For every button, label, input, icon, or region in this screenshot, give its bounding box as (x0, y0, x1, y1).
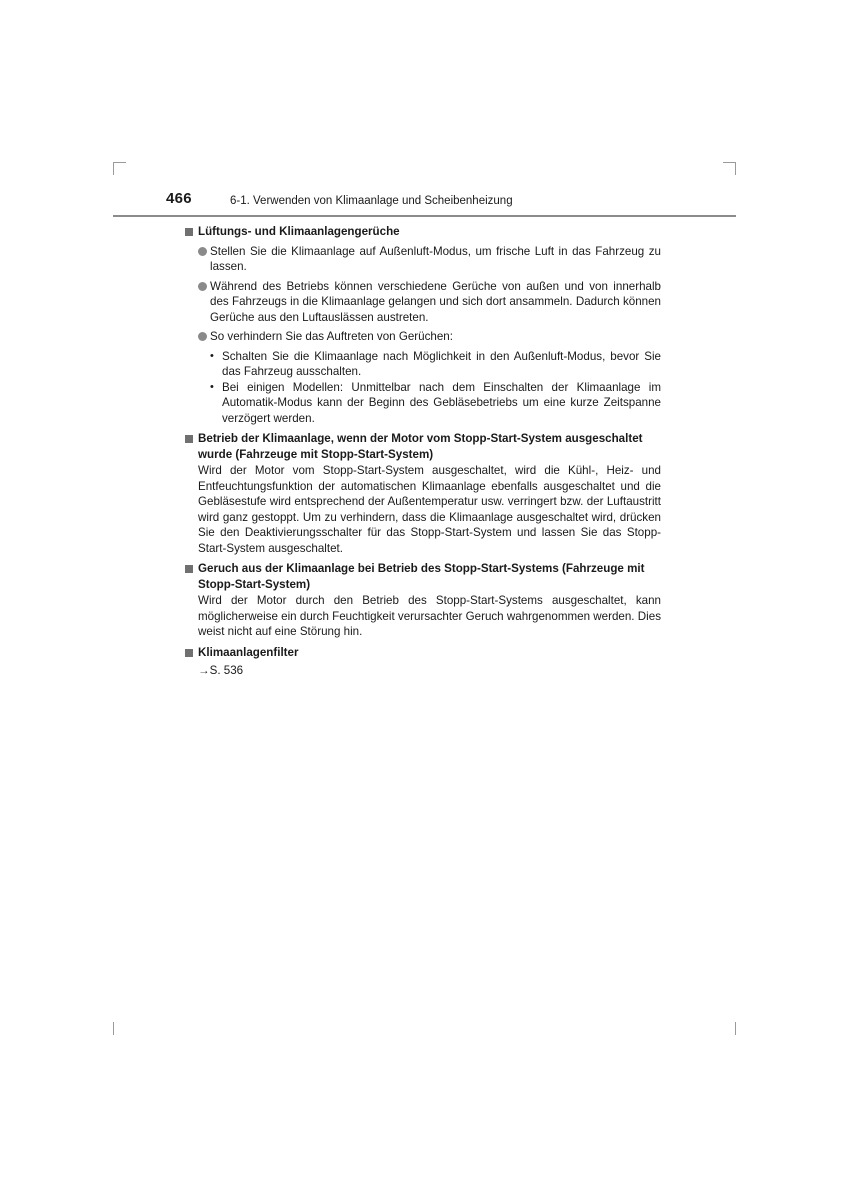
section-body: Wird der Motor vom Stopp-Start-System ausgeschaltet, wird die Kühl-, Heiz- und Entfeuchtungsfunktion der automatischen Klimaanlage ebenfalls ausgeschaltet und die Gebläsestufe wird entsprechend der Außentemperatur usw. verringert bzw. der Luftaustritt wird ganz gestoppt. Um zu verhindern, dass die Klimaanlage ausgeschaltet wird, drücken Sie den Deaktivierungsschalter für das Stopp-Start-System und lassen Sie das Stopp-Start-System ausgeschaltet. (198, 464, 661, 555)
crop-mark-bottom-left-v (113, 1022, 114, 1035)
section-title-text: Klimaanlagenfilter (198, 645, 299, 659)
square-bullet-icon (185, 435, 193, 443)
page-reference-link[interactable]: S. 536 (209, 664, 244, 677)
small-bullet-icon: • (210, 349, 214, 362)
circle-bullet-icon (198, 282, 207, 291)
section-title (185, 431, 661, 462)
crop-mark-top-right-v (735, 162, 736, 175)
square-bullet-icon (185, 228, 193, 236)
sub-list (185, 349, 661, 427)
section-title (185, 645, 661, 661)
crop-mark-top-left-h (113, 162, 126, 163)
crop-mark-top-left-v (113, 162, 114, 175)
page-content (185, 224, 661, 679)
sub-list-item-text: Schalten Sie die Klimaanlage nach Möglichkeit in den Außenluft-Modus, bevor Sie das Fahrzeug ausschalten. (222, 349, 661, 378)
page-number: 466 (166, 190, 192, 207)
section-body: Wird der Motor durch den Betrieb des Stopp-Start-Systems ausgeschaltet, kann möglicherweise ein durch Feuchtigkeit verursachter Geruch wahrgenommen werden. Dies weist nicht auf eine Störung hin. (198, 594, 661, 638)
small-bullet-icon: • (210, 380, 214, 393)
crop-mark-bottom-right-v (735, 1022, 736, 1035)
square-bullet-icon (185, 649, 193, 657)
sub-list-item (185, 380, 661, 427)
section-title (185, 561, 661, 592)
section-title (185, 224, 661, 240)
circle-bullet-icon (198, 247, 207, 256)
list-item (185, 329, 661, 345)
section-title-text: Betrieb der Klimaanlage, wenn der Motor vom Stopp-Start-System ausgeschaltet wurde (Fahrzeuge mit Stopp-Start-System) (198, 432, 643, 461)
square-bullet-icon (185, 565, 193, 573)
list-item (185, 244, 661, 275)
list-item-text: Stellen Sie die Klimaanlage auf Außenluft-Modus, um frische Luft in das Fahrzeug zu lassen. (210, 244, 661, 273)
arrow-right-icon: → (198, 664, 210, 677)
header-rule (113, 215, 736, 217)
running-head: 6-1. Verwenden von Klimaanlage und Scheibenheizung (230, 195, 513, 207)
page-reference (185, 663, 661, 679)
sub-list-item (185, 349, 661, 380)
list-item-text: Während des Betriebs können verschiedene Gerüche von außen und von innerhalb des Fahrzeugs in die Klimaanlage gelangen und sich dort ansammeln. Dadurch können Gerüche aus den Luftauslässen austreten. (210, 279, 661, 324)
circle-bullet-icon (198, 332, 207, 341)
list-item-text: So verhindern Sie das Auftreten von Gerüchen: (210, 330, 453, 343)
list-item (185, 279, 661, 326)
sub-list-item-text: Bei einigen Modellen: Unmittelbar nach dem Einschalten der Klimaanlage im Automatik-Modus kann der Beginn des Gebläsebetriebs um eine kurze Zeitspanne verzögert werden. (222, 380, 661, 425)
section-title-text: Lüftungs- und Klimaanlagengerüche (198, 225, 400, 238)
section-title-text: Geruch aus der Klimaanlage bei Betrieb des Stopp-Start-Systems (Fahrzeuge mit Stopp-Start-System) (198, 562, 645, 591)
